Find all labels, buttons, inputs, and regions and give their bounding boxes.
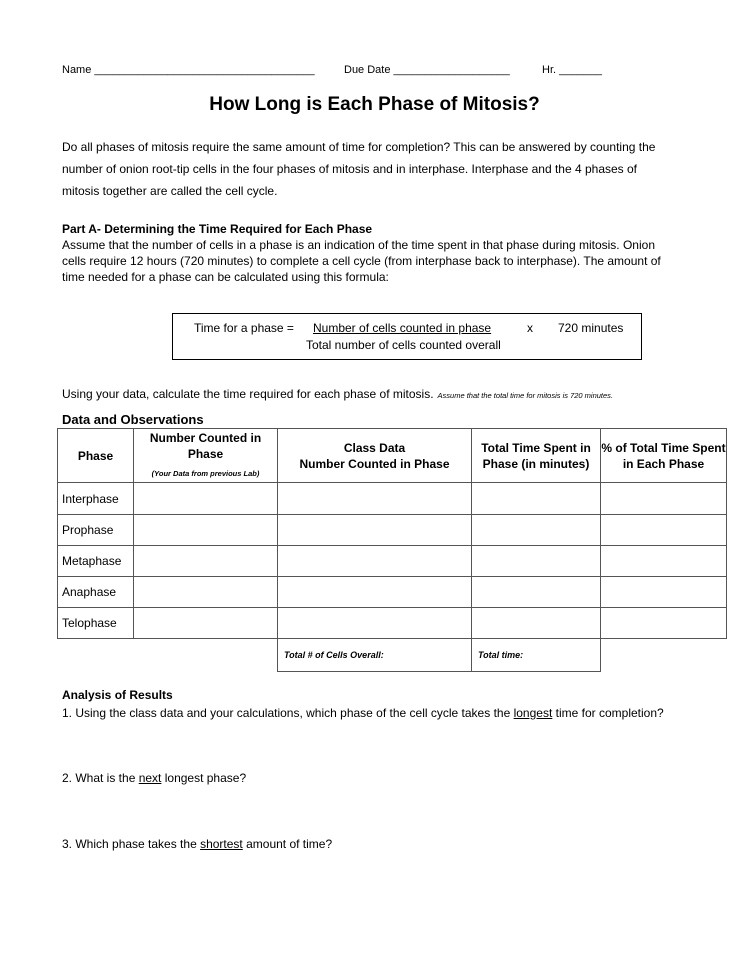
cell-counted[interactable] — [134, 608, 278, 639]
q1-text: 1. Using the class data and your calculations, which phase of the cell cycle takes the — [62, 706, 514, 720]
due-date-field-label[interactable]: Due Date ___________________ — [344, 64, 510, 76]
cell-class-data[interactable] — [278, 483, 472, 515]
cell-class-data[interactable] — [278, 577, 472, 608]
question-1 — [62, 706, 664, 720]
formula-box — [172, 313, 642, 360]
intro-paragraph — [62, 136, 692, 202]
intro-line: mitosis together are called the cell cycle. — [62, 184, 278, 198]
q2-emphasis: next — [138, 771, 162, 785]
cell-class-data[interactable] — [278, 608, 472, 639]
header-class-data-line1: Class Data — [343, 440, 406, 455]
header-class-data — [278, 429, 472, 483]
cell-counted[interactable] — [134, 515, 278, 546]
table-row — [58, 515, 727, 546]
cell-percent[interactable] — [601, 608, 727, 639]
question-2 — [62, 771, 246, 785]
cell-counted[interactable] — [134, 483, 278, 515]
table-row — [58, 483, 727, 515]
cell-counted[interactable] — [134, 546, 278, 577]
row-phase-label: Interphase — [58, 483, 134, 515]
instruction-note: Assume that the total time for mitosis is 720 minutes. — [437, 391, 614, 400]
instruction-text: Using your data, calculate the time required for each phase of mitosis. — [62, 387, 434, 401]
cell-total-time[interactable] — [472, 577, 601, 608]
instruction-line — [62, 387, 613, 401]
name-field-label[interactable]: Name ____________________________________ — [62, 64, 315, 76]
q3-text-end: amount of time? — [242, 837, 333, 851]
formula-denominator: Total number of cells counted overall — [306, 338, 501, 352]
part-a-paragraph — [62, 237, 702, 285]
header-number-counted — [134, 429, 278, 483]
cell-total-time[interactable] — [472, 515, 601, 546]
data-heading: Data and Observations — [62, 412, 204, 427]
row-phase-label: Anaphase — [58, 577, 134, 608]
cell-class-data[interactable] — [278, 515, 472, 546]
header-class-data-line2: Number Counted in Phase — [299, 456, 450, 471]
row-phase-label: Telophase — [58, 608, 134, 639]
part-a-line: time needed for a phase can be calculated using this formula: — [62, 270, 389, 284]
formula-times: x — [527, 321, 533, 335]
table-row — [58, 577, 727, 608]
cell-class-data[interactable] — [278, 546, 472, 577]
formula-minutes: 720 minutes — [558, 321, 624, 335]
q3-text: 3. Which phase takes the — [62, 837, 201, 851]
table-footer-row — [58, 639, 727, 672]
q2-text-end: longest phase? — [161, 771, 247, 785]
header-number-counted-label: Number Counted in Phase — [149, 430, 262, 461]
q1-text-end: time for completion? — [552, 706, 664, 720]
part-a-line: Assume that the number of cells in a phase is an indication of the time spent in that phase during mitosis. Onion — [62, 238, 655, 252]
cell-percent[interactable] — [601, 483, 727, 515]
page-title: How Long is Each Phase of Mitosis? — [209, 94, 540, 115]
intro-line: Do all phases of mitosis require the same amount of time for completion? This can be answered by counting the — [62, 140, 656, 154]
header-number-counted-sub: (Your Data from previous Lab) — [151, 468, 260, 478]
part-a-heading: Part A- Determining the Time Required for Each Phase — [62, 222, 373, 236]
data-table — [57, 428, 727, 672]
table-header-row — [58, 429, 727, 483]
footer-total-cells[interactable]: Total # of Cells Overall: — [278, 639, 472, 672]
row-phase-label: Metaphase — [58, 546, 134, 577]
hour-field-label[interactable]: Hr. _______ — [542, 64, 602, 76]
q2-text: 2. What is the — [62, 771, 139, 785]
formula-numerator: Number of cells counted in phase — [313, 321, 492, 335]
header-percent-time: % of Total Time Spent in Each Phase — [601, 429, 727, 483]
q3-emphasis: shortest — [200, 837, 243, 851]
cell-total-time[interactable] — [472, 483, 601, 515]
header-phase: Phase — [58, 429, 134, 483]
cell-percent[interactable] — [601, 546, 727, 577]
q1-emphasis: longest — [513, 706, 553, 720]
header-total-time: Total Time Spent in Phase (in minutes) — [472, 429, 601, 483]
question-3 — [62, 837, 332, 851]
footer-total-time[interactable]: Total time: — [472, 639, 601, 672]
cell-total-time[interactable] — [472, 546, 601, 577]
table-row — [58, 608, 727, 639]
cell-percent[interactable] — [601, 577, 727, 608]
part-a-line: cells require 12 hours (720 minutes) to complete a cell cycle (from interphase back to interphase). The amount of — [62, 254, 661, 268]
analysis-heading: Analysis of Results — [62, 688, 173, 702]
cell-counted[interactable] — [134, 577, 278, 608]
table-row — [58, 546, 727, 577]
cell-total-time[interactable] — [472, 608, 601, 639]
row-phase-label: Prophase — [58, 515, 134, 546]
formula-label: Time for a phase = — [194, 321, 294, 335]
intro-line: number of onion root-tip cells in the four phases of mitosis and in interphase. Interphase and the 4 phases of — [62, 162, 638, 176]
cell-percent[interactable] — [601, 515, 727, 546]
